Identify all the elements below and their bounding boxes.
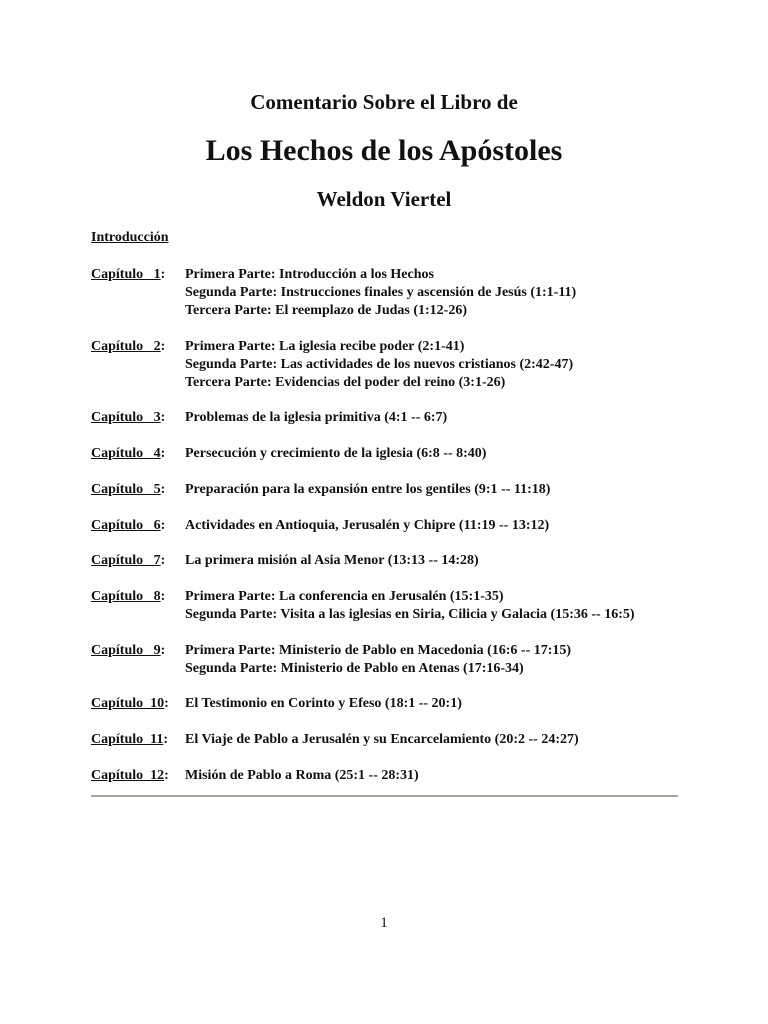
chapter-lines — [185, 695, 462, 713]
chapter-line: Problemas de la iglesia primitiva (4:1 -- 6:7) — [185, 410, 448, 425]
chapter-line: El Viaje de Pablo a Jerusalén y su Encarcelamiento (20:2 -- 24:27) — [185, 732, 579, 747]
chapter-lines — [185, 266, 576, 320]
chapter-lines — [185, 552, 479, 570]
chapter-line: Persecución y crecimiento de la iglesia (6:8 -- 8:40) — [185, 446, 487, 461]
chapter-lines — [185, 445, 486, 463]
chapter-line: La primera misión al Asia Menor (13:13 -- 14:28) — [185, 553, 479, 568]
chapter-colon: : — [160, 339, 166, 354]
chapter-line: Primera Parte: Introducción a los Hechos — [185, 267, 434, 282]
chapter-colon: : — [163, 732, 169, 747]
chapter-colon: : — [160, 589, 166, 604]
chapter-link[interactable] — [91, 445, 165, 463]
chapter-colon: : — [160, 553, 166, 568]
chapter-line: Primera Parte: La conferencia en Jerusalén (15:1-35) — [185, 589, 504, 604]
chapter-label: Capítulo 3 — [91, 410, 161, 425]
chapter-lines — [185, 517, 549, 535]
chapter-label: Capítulo 11 — [91, 732, 164, 747]
chapter-label: Capítulo 5 — [91, 482, 161, 497]
chapter-line: Preparación para la expansión entre los gentiles (9:1 -- 11:18) — [185, 482, 551, 497]
chapter-link[interactable] — [91, 409, 165, 427]
chapter-label: Capítulo 2 — [91, 339, 161, 354]
chapter-lines — [185, 409, 447, 427]
chapter-link[interactable] — [91, 481, 165, 499]
introduction-link[interactable]: Introducción — [91, 230, 169, 245]
document-author: Weldon Viertel — [316, 187, 452, 211]
chapter-lines — [185, 642, 571, 678]
chapter-label: Capítulo 6 — [91, 518, 161, 533]
chapter-line: Primera Parte: Ministerio de Pablo en Macedonia (16:6 -- 17:15) — [185, 643, 572, 658]
document-title: Los Hechos de los Apóstoles — [205, 134, 563, 167]
chapter-link[interactable] — [91, 695, 169, 713]
chapter-link[interactable] — [91, 588, 165, 606]
horizontal-divider — [91, 795, 678, 797]
page-number: 1 — [380, 915, 388, 931]
chapter-line: El Testimonio en Corinto y Efeso (18:1 -- 20:1) — [185, 696, 462, 711]
chapter-link[interactable] — [91, 517, 165, 535]
chapter-colon: : — [160, 518, 166, 533]
chapter-colon: : — [160, 643, 166, 658]
chapter-label: Capítulo 9 — [91, 643, 161, 658]
chapter-colon: : — [164, 768, 169, 783]
chapter-line: Primera Parte: La iglesia recibe poder (2:1-41) — [185, 339, 465, 354]
chapter-line: Actividades en Antioquia, Jerusalén y Chipre (11:19 -- 13:12) — [185, 518, 550, 533]
chapter-link[interactable] — [91, 552, 165, 570]
chapter-link[interactable] — [91, 338, 165, 356]
chapter-label: Capítulo 8 — [91, 589, 161, 604]
chapter-lines — [185, 338, 573, 392]
chapter-line: Misión de Pablo a Roma (25:1 -- 28:31) — [185, 768, 419, 783]
document-subtitle: Comentario Sobre el Libro de — [250, 90, 518, 114]
chapter-line: Segunda Parte: Instrucciones finales y ascensión de Jesús (1:1-11) — [185, 285, 577, 300]
chapter-lines — [185, 767, 419, 785]
chapter-line: Segunda Parte: Visita a las iglesias en Siria, Cilicia y Galacia (15:36 -- 16:5) — [185, 607, 635, 622]
chapter-line: Tercera Parte: Evidencias del poder del reino (3:1-26) — [185, 375, 506, 390]
chapter-colon: : — [160, 446, 166, 461]
chapter-line: Segunda Parte: Ministerio de Pablo en Atenas (17:16-34) — [185, 661, 524, 676]
chapter-link[interactable] — [91, 642, 165, 660]
chapter-lines — [185, 588, 635, 624]
chapter-colon: : — [160, 482, 166, 497]
chapter-label: Capítulo 1 — [91, 267, 161, 282]
chapter-colon: : — [160, 267, 166, 282]
chapter-label: Capítulo 12 — [91, 768, 165, 783]
chapter-colon: : — [164, 696, 169, 711]
chapter-line: Tercera Parte: El reemplazo de Judas (1:12-26) — [185, 303, 468, 318]
chapter-link[interactable] — [91, 767, 169, 785]
chapter-lines — [185, 731, 579, 749]
chapter-colon: : — [160, 410, 166, 425]
chapter-lines — [185, 481, 550, 499]
chapter-line: Segunda Parte: Las actividades de los nuevos cristianos (2:42-47) — [185, 357, 574, 372]
chapter-label: Capítulo 4 — [91, 446, 161, 461]
chapter-label: Capítulo 10 — [91, 696, 165, 711]
chapter-link[interactable] — [91, 731, 168, 749]
chapter-label: Capítulo 7 — [91, 553, 161, 568]
chapter-link[interactable] — [91, 266, 165, 284]
